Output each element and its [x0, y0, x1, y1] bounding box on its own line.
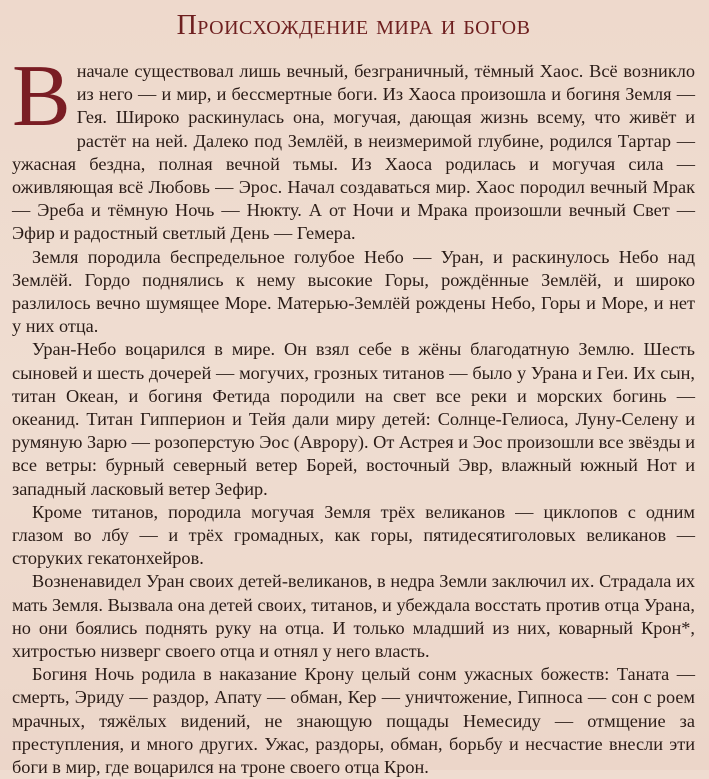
- paragraph-1: [12, 48, 695, 246]
- paragraph-2: Земля породила беспредельное голубое Небо — Уран, и раскинулось Небо над Землёй. Гордо поднялись к нему высокие Горы, рождённые Землёй, и широко разлилось вечно шумящее Море. Матерью-Землёй рождены Небо, Горы и Море, и нет у них отца.: [12, 246, 695, 337]
- paragraph-1-text: начале существовал лишь вечный, безграничный, тёмный Хаос. Всё возникло из него — и мир, и бессмертные боги. Из Хаоса произошла и богиня Земля — Гея. Широко раскинулась она, могучая, дающая жизнь всему, что живёт и растёт на ней. Далеко под Землёй, в неизмеримой глубине, родился Тартар — ужасная бездна, полная вечной тьмы. Из Хаоса родилась и могучая сила — оживляющая всё Любовь — Эрос. Начал создаваться мир. Хаос породил вечный Мрак — Эреба и тёмную Ночь — Нюкту. А от Ночи и Мрака произошли вечный Свет — Эфир и радостный светлый День — Гемера.: [12, 61, 695, 244]
- paragraph-5: Возненавидел Уран своих детей-великанов, в недра Земли заключил их. Страдала их мать Земля. Вызвала она детей своих, титанов, и убеждала восстать против отца Урана, но они боялись поднять руку на отца. И только младший из них, коварный Крон*, хитростью низверг своего отца и отнял у него власть.: [12, 571, 695, 662]
- drop-cap: В: [12, 48, 71, 145]
- page-title: Происхождение мира и богов: [176, 10, 531, 41]
- paragraph-6: Богиня Ночь родила в наказание Крону целый сонм ужасных божеств: Танатa — смерть, Эриду — раздор, Апату — обман, Кер — уничтожение, Гипноса — сон с роем мрачных, тяжёлых видений, не знающую пощады Немесиду — отмщение за преступления, и много других. Ужас, раздоры, обман, борьбу и несчастие внесли эти боги в мир, где воцарился на троне своего отца Крон.: [12, 664, 695, 778]
- paragraph-4: Кроме титанов, породила могучая Земля трёх великанов — циклопов с одним глазом во лбу — и трёх громадных, как горы, пятидесятиголовых великанов — сторуких гекатонхейров.: [12, 501, 695, 569]
- body-text: [12, 48, 695, 779]
- paragraph-3: Уран-Небо воцарился в мире. Он взял себе в жёны благодатную Землю. Шесть сыновей и шесть дочерей — могучих, грозных титанов — было у Урана и Геи. Их сын, титан Океан, и богиня Фетида породили на свет все реки и морских богинь — океанид. Титан Гипперион и Тейя дали миру детей: Солнце-Гелиоса, Луну-Селену и румяную Зарю — розоперстую Эос (Аврору). От Астрея и Эос произошли все звёзды и все ветры: бурный северный ветер Борей, восточный Эвр, влажный южный Нот и западный ласковый ветер Зефир.: [12, 339, 695, 499]
